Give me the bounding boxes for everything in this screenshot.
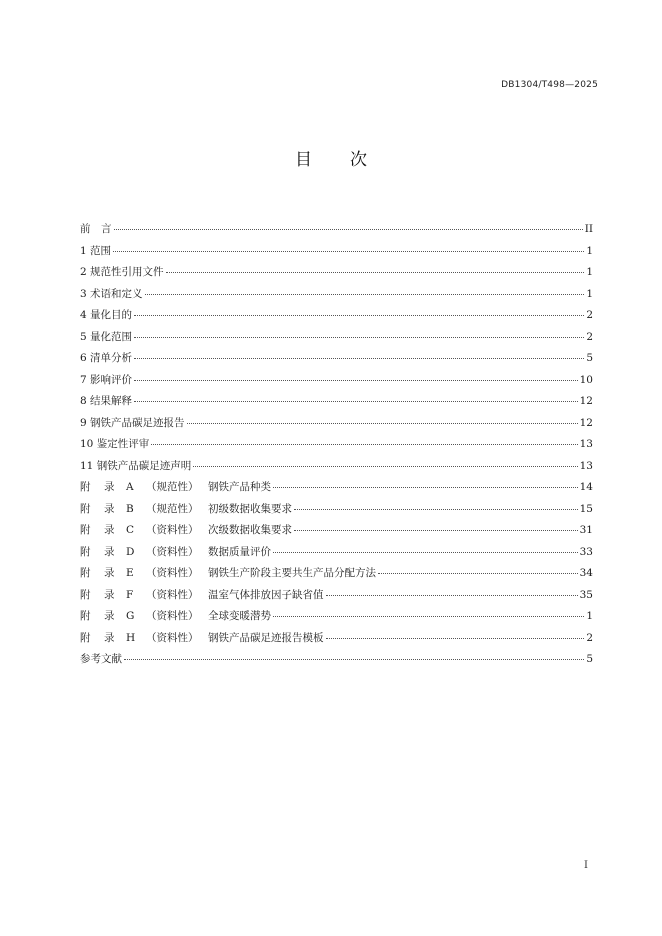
toc-appendix-label: 附 录 E （资料性） 钢铁生产阶段主要共生产品分配方法 [80, 567, 376, 579]
toc-item-label: 3 术语和定义 [80, 287, 143, 300]
toc-item-page: 12 [579, 395, 593, 407]
toc-item-label: 10 鉴定性评审 [80, 438, 150, 450]
toc-title-part1: 目 [295, 150, 312, 170]
toc-item-1[interactable] [80, 243, 593, 265]
toc-item-8[interactable] [80, 393, 593, 415]
toc-appendix-label: 附 录 G （资料性） 全球变暖潜势 [80, 610, 271, 622]
toc-leader-dots [134, 380, 578, 381]
toc-item-6[interactable] [80, 350, 593, 372]
toc-item-page: 2 [586, 330, 593, 343]
toc-leader-dots [294, 509, 578, 510]
toc-item-page: 33 [579, 545, 593, 558]
toc-item-5[interactable] [80, 329, 593, 351]
toc-leader-dots [134, 401, 578, 402]
toc-leader-dots [273, 552, 578, 553]
toc-item-page: 1 [586, 287, 593, 300]
toc-item-page: 14 [579, 481, 593, 493]
toc-item-page: 2 [586, 309, 593, 321]
page-number: I [584, 860, 588, 871]
toc-appendix-f[interactable] [80, 587, 593, 609]
toc-item-label: 前 言 [80, 223, 112, 235]
toc-item-page: 5 [586, 653, 593, 665]
toc-item-label: 参考文献 [80, 653, 122, 665]
toc-item-page: 12 [579, 416, 593, 429]
toc-leader-dots [294, 530, 578, 531]
toc-appendix-b[interactable] [80, 501, 593, 523]
toc-item-label: 5 量化范围 [80, 330, 133, 343]
toc-appendix-d[interactable] [80, 544, 593, 566]
toc-item-9[interactable] [80, 415, 593, 437]
toc-item-page: 34 [579, 567, 593, 579]
toc-item-label: 11 钢铁产品碳足迹声明 [80, 459, 192, 472]
toc-leader-dots [166, 272, 585, 273]
toc-item-page: 35 [579, 588, 593, 601]
toc-item-page: 1 [586, 610, 593, 622]
toc-item-page: 2 [586, 631, 593, 644]
toc-appendix-label: 附 录 B （规范性） 初级数据收集要求 [80, 502, 292, 515]
toc-leader-dots [114, 229, 583, 230]
toc-item-page: 31 [579, 524, 593, 536]
toc-item-3[interactable] [80, 286, 593, 308]
toc-item-foreword[interactable] [80, 221, 593, 243]
toc-item-page: 5 [586, 352, 593, 364]
toc-leader-dots [134, 315, 584, 316]
toc-title [0, 145, 662, 170]
toc-item-page: 1 [586, 244, 593, 257]
toc-item-label: 8 结果解释 [80, 395, 133, 407]
toc-leader-dots [326, 595, 578, 596]
toc-leader-dots [151, 444, 577, 445]
toc-appendix-label: 附 录 F （资料性） 温室气体排放因子缺省值 [80, 588, 324, 601]
toc-appendix-a[interactable] [80, 479, 593, 501]
toc-item-page: 1 [586, 266, 593, 278]
toc-leader-dots [124, 659, 584, 660]
document-code: DB1304/T498—2025 [501, 80, 598, 90]
toc-appendix-label: 附 录 D （资料性） 数据质量评价 [80, 545, 271, 558]
toc-item-page: 10 [579, 373, 593, 386]
toc-leader-dots [273, 616, 584, 617]
toc-item-references[interactable] [80, 651, 593, 673]
toc-appendix-e[interactable] [80, 565, 593, 587]
toc-item-label: 4 量化目的 [80, 309, 133, 321]
toc-appendix-label: 附 录 C （资料性） 次级数据收集要求 [80, 524, 292, 536]
toc-leader-dots [134, 337, 584, 338]
toc-leader-dots [193, 466, 577, 467]
toc-appendix-label: 附 录 H （资料性） 钢铁产品碳足迹报告模板 [80, 631, 324, 644]
toc-list [80, 221, 593, 673]
toc-item-label: 7 影响评价 [80, 373, 133, 386]
toc-leader-dots [378, 573, 578, 574]
toc-item-4[interactable] [80, 307, 593, 329]
toc-leader-dots [113, 251, 584, 252]
toc-appendix-c[interactable] [80, 522, 593, 544]
toc-item-11[interactable] [80, 458, 593, 480]
toc-item-page: II [584, 223, 593, 235]
toc-item-label: 1 范围 [80, 244, 112, 257]
toc-item-label: 6 清单分析 [80, 352, 133, 364]
toc-item-label: 9 钢铁产品碳足迹报告 [80, 416, 185, 429]
toc-leader-dots [273, 487, 578, 488]
toc-item-page: 13 [579, 459, 593, 472]
toc-appendix-g[interactable] [80, 608, 593, 630]
toc-item-label: 2 规范性引用文件 [80, 266, 164, 278]
toc-appendix-label: 附 录 A （规范性） 钢铁产品种类 [80, 481, 271, 493]
toc-item-page: 13 [579, 438, 593, 450]
toc-leader-dots [134, 358, 584, 359]
toc-leader-dots [326, 638, 585, 639]
toc-appendix-h[interactable] [80, 630, 593, 652]
toc-leader-dots [145, 294, 585, 295]
toc-leader-dots [187, 423, 578, 424]
toc-item-2[interactable] [80, 264, 593, 286]
toc-item-7[interactable] [80, 372, 593, 394]
toc-item-page: 15 [579, 502, 593, 515]
toc-item-10[interactable] [80, 436, 593, 458]
toc-title-part2: 次 [350, 150, 367, 170]
